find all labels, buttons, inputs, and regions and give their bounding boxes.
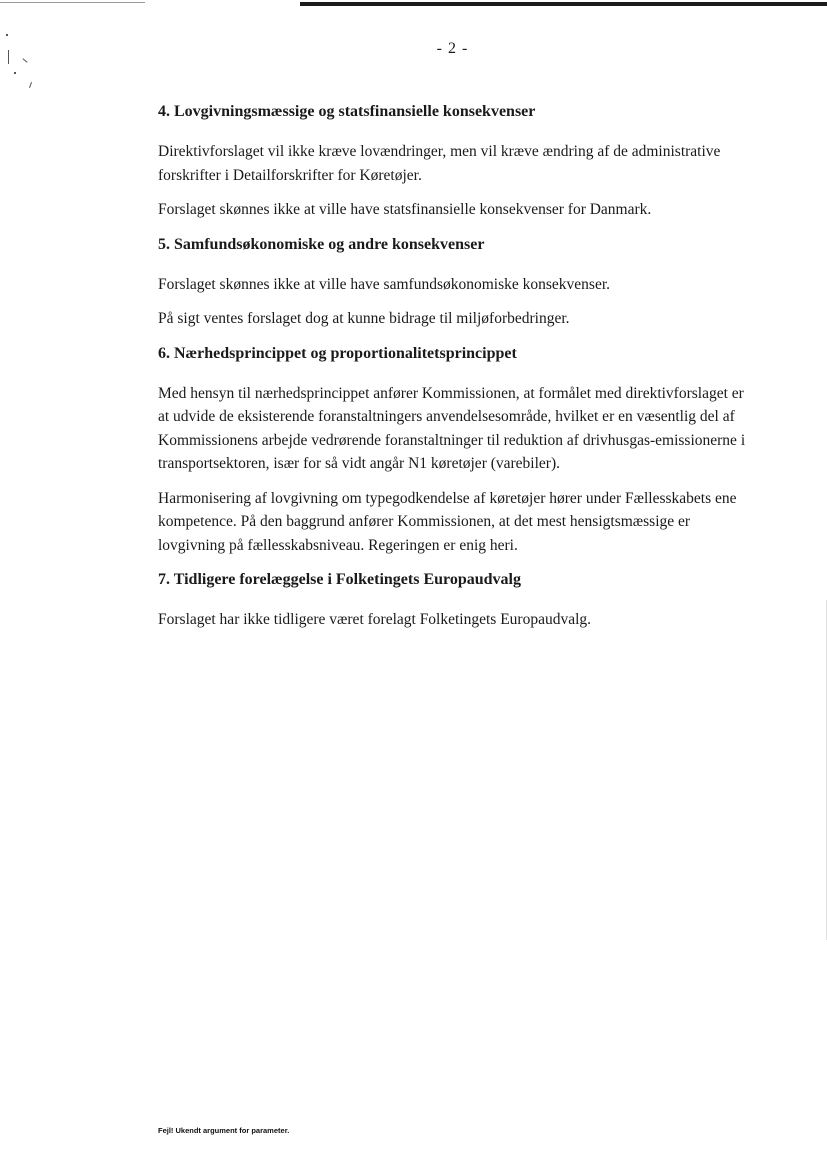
margin-mark xyxy=(14,72,16,74)
section-heading: 6. Nærhedsprincippet og proportionalitetsprincippet xyxy=(158,344,517,362)
section-legal-financial xyxy=(158,100,754,222)
section-subsidiarity xyxy=(158,342,754,558)
footer-error-note: Fejl! Ukendt argument for parameter. xyxy=(158,1126,290,1135)
section-socioeconomic xyxy=(158,233,754,331)
section-previous-submission xyxy=(158,568,754,632)
scan-artifact-bar xyxy=(300,2,827,6)
paragraph: På sigt ventes forslaget dog at kunne bidrage til miljøforbedringer. xyxy=(158,310,570,327)
margin-mark xyxy=(22,58,27,63)
paragraph: Med hensyn til nærhedsprincippet anfører Kommissionen, at formålet med direktivforslaget er at udvide de eksisterende foranstaltningers anvendelsesområde, hvilket er en væsentlig del af Kommissionens arbejde vedrørende foranstaltninger til reduktion af drivhusgas-emissionerne i transportsektoren, især for så vidt angår N1 køretøjer (varebiler). xyxy=(158,384,746,472)
paragraph: Harmonisering af lovgivning om typegodkendelse af køretøjer hører under Fællesskabets ene kompetence. På den baggrund anfører Kommissionen, at det mest hensigtsmæssige er lovgivning på fællesskabsniveau. Regeringen er enig heri. xyxy=(158,489,737,554)
paragraph: Forslaget skønnes ikke at ville have samfundsøkonomiske konsekvenser. xyxy=(158,275,611,293)
paragraph: Forslaget skønnes ikke at ville have statsfinansielle konsekvenser for Danmark. xyxy=(158,201,652,218)
section-heading: 4. Lovgivningsmæssige og statsfinansielle konsekvenser xyxy=(158,103,536,120)
document-body xyxy=(158,100,754,643)
margin-mark xyxy=(6,34,8,36)
scan-artifact-line xyxy=(0,2,145,3)
section-heading: 7. Tidligere forelæggelse i Folketingets Europaudvalg xyxy=(158,571,521,588)
paragraph: Direktivforslaget vil ikke kræve lovændringer, men vil kræve ændring af de administrative forskrifter i Detailforskrifter for Køretøjer. xyxy=(158,143,721,184)
margin-mark xyxy=(29,82,32,88)
paragraph: Forslaget har ikke tidligere været forelagt Folketingets Europaudvalg. xyxy=(158,611,592,628)
section-heading: 5. Samfundsøkonomiske og andre konsekvenser xyxy=(158,235,485,253)
page-number: - 2 - xyxy=(436,40,469,57)
